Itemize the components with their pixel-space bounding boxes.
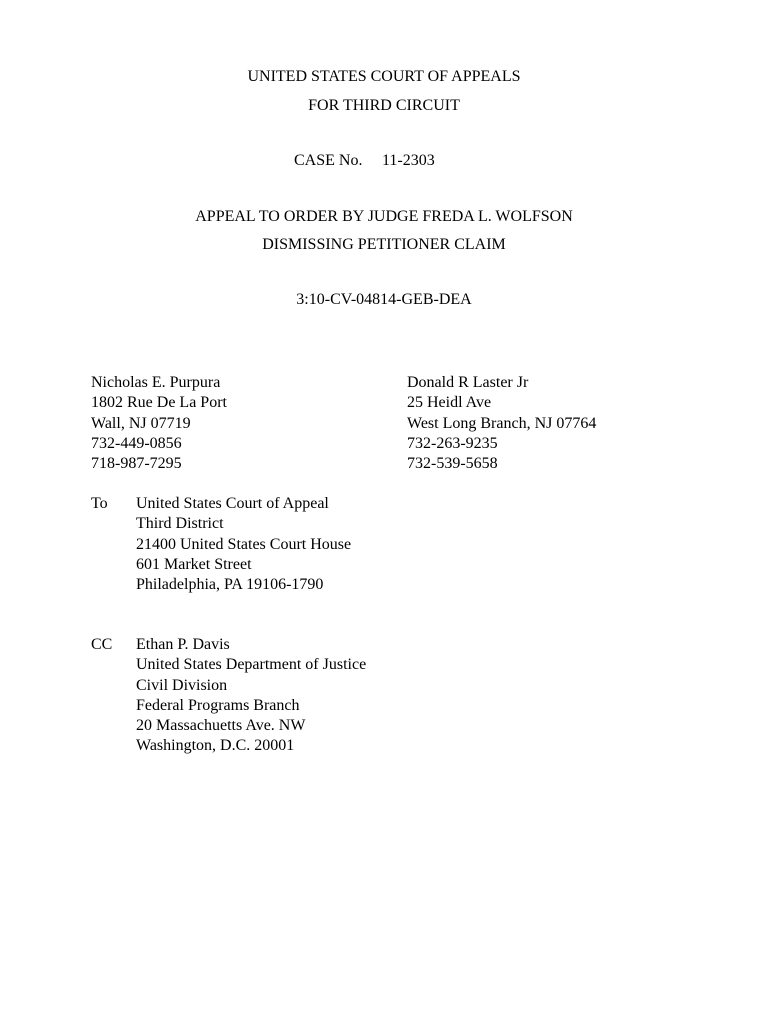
petitioner-name: Nicholas E. Purpura [91, 374, 221, 391]
cc-label: CC [91, 636, 113, 653]
address-line: Third District [136, 515, 224, 533]
petitioner-address-block [407, 373, 596, 474]
address-line: 21400 United States Court House [136, 535, 352, 553]
address-line: Federal Programs Branch [136, 696, 300, 714]
address-line: 601 Market Street [136, 555, 252, 573]
court-title: UNITED STATES COURT OF APPEALS [247, 68, 521, 85]
appeal-subtitle: DISMISSING PETITIONER CLAIM [262, 236, 506, 253]
address-line: Washington, D.C. 20001 [136, 737, 295, 755]
to-address-block [136, 494, 351, 595]
cc-address-block [136, 635, 366, 757]
case-label: CASE No. [294, 152, 363, 169]
petitioner-phone: 732-449-0856 [91, 434, 182, 452]
petitioner-name: Donald R Laster Jr [407, 374, 529, 391]
petitioner-phone: 732-539-5658 [407, 455, 498, 473]
case-number: 11-2303 [382, 152, 435, 169]
docket-number: 3:10-CV-04814-GEB-DEA [296, 291, 472, 308]
address-line: Civil Division [136, 676, 228, 694]
to-label: To [91, 495, 108, 512]
address-line: Ethan P. Davis [136, 636, 230, 653]
petitioner-phone: 718-987-7295 [91, 455, 182, 473]
petitioner-city: Wall, NJ 07719 [91, 414, 191, 432]
address-line: Philadelphia, PA 19106-1790 [136, 576, 324, 594]
petitioner-street: 1802 Rue De La Port [91, 394, 227, 412]
petitioner-address-block [91, 373, 227, 474]
address-line: 20 Massachuetts Ave. NW [136, 717, 306, 735]
petitioner-phone: 732-263-9235 [407, 434, 498, 452]
petitioner-city: West Long Branch, NJ 07764 [407, 414, 597, 432]
circuit-title: FOR THIRD CIRCUIT [308, 97, 460, 114]
address-line: United States Court of Appeal [136, 495, 329, 512]
appeal-title: APPEAL TO ORDER BY JUDGE FREDA L. WOLFSON [195, 208, 573, 225]
petitioner-street: 25 Heidl Ave [407, 394, 492, 412]
address-line: United States Department of Justice [136, 656, 367, 674]
case-number-line [294, 151, 435, 171]
